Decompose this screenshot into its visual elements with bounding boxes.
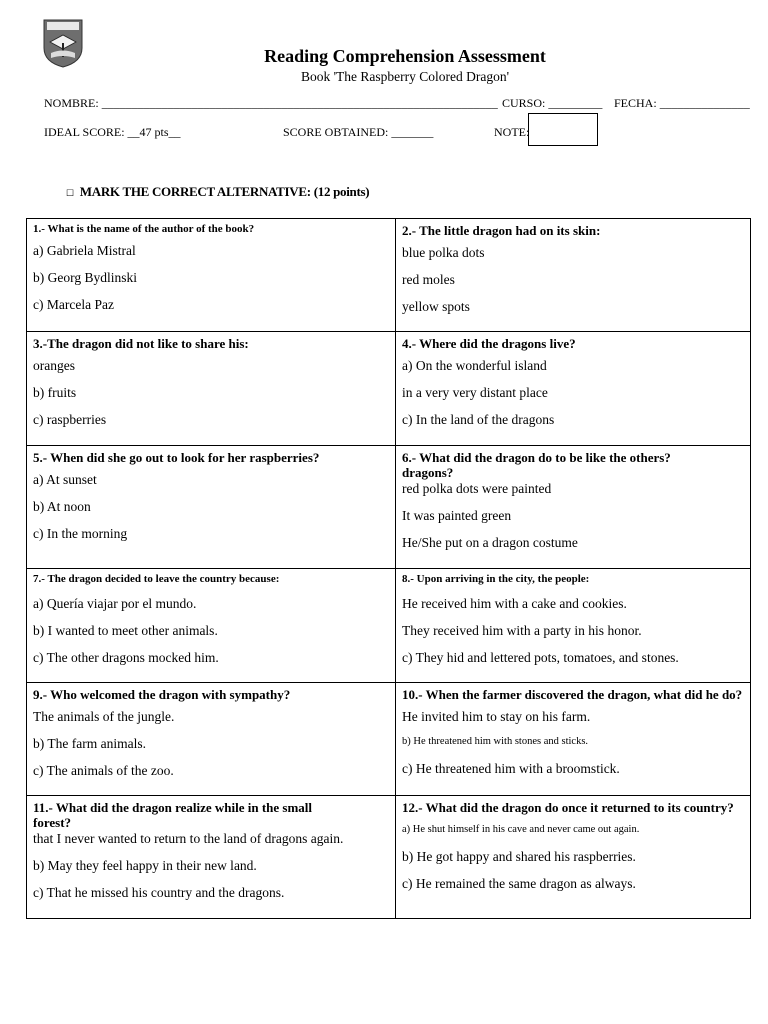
option-a[interactable]: He invited him to stay on his farm. (402, 709, 591, 724)
question-text: 3.-The dragon did not like to share his: (33, 336, 249, 351)
option-b[interactable]: b) I wanted to meet other animals. (33, 623, 218, 638)
question-text: 5.- When did she go out to look for her raspberries? (33, 450, 320, 465)
option-b[interactable]: It was painted green (402, 508, 512, 523)
option-c[interactable]: c) In the morning (33, 526, 128, 541)
fecha-label: FECHA: (614, 96, 657, 110)
nombre-blank[interactable]: __________________________________________________________________ (101, 96, 498, 110)
option-a[interactable]: He received him with a cake and cookies. (402, 596, 627, 611)
note-label: NOTE: (494, 125, 530, 139)
fecha-blank[interactable]: _______________ (659, 96, 750, 110)
table-row (27, 332, 751, 446)
question-cell-6 (396, 446, 751, 569)
instruction-heading (66, 184, 369, 200)
question-cell-7 (27, 569, 396, 683)
question-text: 12.- What did the dragon do once it returned to its country? (402, 800, 734, 815)
question-text: 9.- Who welcomed the dragon with sympathy? (33, 687, 291, 702)
question-text: 4.- Where did the dragons live? (402, 336, 576, 351)
option-a[interactable]: that I never wanted to return to the land of dragons again. (33, 831, 344, 846)
table-row (27, 219, 751, 332)
note-box[interactable] (528, 113, 598, 146)
nombre-label: NOMBRE: (44, 96, 99, 110)
option-c[interactable]: c) Marcela Paz (33, 297, 114, 312)
curso-field[interactable] (502, 96, 602, 111)
option-b[interactable]: b) May they feel happy in their new land. (33, 858, 257, 873)
option-b[interactable]: b) Georg Bydlinski (33, 270, 137, 285)
question-text: 2.- The little dragon had on its skin: (402, 223, 601, 238)
option-a[interactable]: a) Quería viajar por el mundo. (33, 596, 197, 611)
question-cell-5 (27, 446, 396, 569)
question-text: 8.- Upon arriving in the city, the people: (402, 573, 590, 585)
option-b[interactable]: b) At noon (33, 499, 91, 514)
option-b[interactable]: b) He threatened him with stones and sticks. (402, 736, 589, 747)
score-obtained-field[interactable]: SCORE OBTAINED: _______ (283, 125, 434, 139)
option-c[interactable]: c) The animals of the zoo. (33, 763, 174, 778)
ideal-score: IDEAL SCORE: __47 pts__ (44, 125, 181, 139)
option-c[interactable]: c) He threatened him with a broomstick. (402, 761, 620, 776)
checkbox-icon: ☐ (66, 188, 74, 198)
curso-label: CURSO: (502, 96, 546, 110)
question-cell-2 (396, 219, 751, 332)
question-cell-3 (27, 332, 396, 446)
option-b[interactable]: in a very very distant place (402, 385, 548, 400)
option-a[interactable]: blue polka dots (402, 245, 485, 260)
option-a[interactable]: The animals of the jungle. (33, 709, 175, 724)
option-b[interactable]: red moles (402, 272, 455, 287)
table-row (27, 683, 751, 796)
question-text: 11.- What did the dragon realize while in the small forest? (33, 800, 313, 830)
option-b[interactable]: b) The farm animals. (33, 736, 146, 751)
option-a[interactable]: a) At sunset (33, 472, 97, 487)
question-cell-4 (396, 332, 751, 446)
option-c[interactable]: c) They hid and lettered pots, tomatoes, and stones. (402, 650, 679, 665)
instruction-text: MARK THE CORRECT ALTERNATIVE: (12 points) (79, 184, 370, 199)
option-a[interactable]: a) On the wonderful island (402, 358, 547, 373)
table-row (27, 569, 751, 683)
option-a[interactable]: a) He shut himself in his cave and never came out again. (402, 824, 640, 835)
option-a[interactable]: a) Gabriela Mistral (33, 243, 136, 258)
question-cell-10 (396, 683, 751, 796)
table-row (27, 446, 751, 569)
option-c[interactable]: c) In the land of the dragons (402, 412, 555, 427)
question-cell-8 (396, 569, 751, 683)
question-cell-12 (396, 796, 751, 919)
question-text: 6.- What did the dragon do to be like the others? dragons? (402, 450, 671, 480)
question-text: 1.- What is the name of the author of the book? (33, 223, 255, 235)
question-cell-1 (27, 219, 396, 332)
option-b[interactable]: b) He got happy and shared his raspberries. (402, 849, 636, 864)
option-c[interactable]: yellow spots (402, 299, 470, 314)
option-c[interactable]: c) That he missed his country and the dragons. (33, 885, 285, 900)
question-text: 7.- The dragon decided to leave the country because: (33, 573, 280, 585)
question-cell-9 (27, 683, 396, 796)
option-c[interactable]: c) The other dragons mocked him. (33, 650, 219, 665)
page-title: Reading Comprehension Assessment (264, 46, 546, 66)
option-c[interactable]: c) He remained the same dragon as always. (402, 876, 636, 891)
curso-blank[interactable]: _________ (548, 96, 603, 110)
nombre-field[interactable] (44, 96, 498, 111)
question-text: 10.- When the farmer discovered the dragon, what did he do? (402, 687, 743, 702)
option-a[interactable]: red polka dots were painted (402, 481, 552, 496)
book-subtitle: Book 'The Raspberry Colored Dragon' (300, 69, 510, 84)
fecha-field[interactable] (614, 96, 750, 111)
option-b[interactable]: b) fruits (33, 385, 77, 400)
questions-table (26, 218, 751, 919)
option-a[interactable]: oranges (33, 358, 75, 373)
question-cell-11 (27, 796, 396, 919)
option-b[interactable]: They received him with a party in his honor. (402, 623, 642, 638)
table-row (27, 796, 751, 919)
option-c[interactable]: c) raspberries (33, 412, 107, 427)
option-c[interactable]: He/She put on a dragon costume (402, 535, 578, 550)
